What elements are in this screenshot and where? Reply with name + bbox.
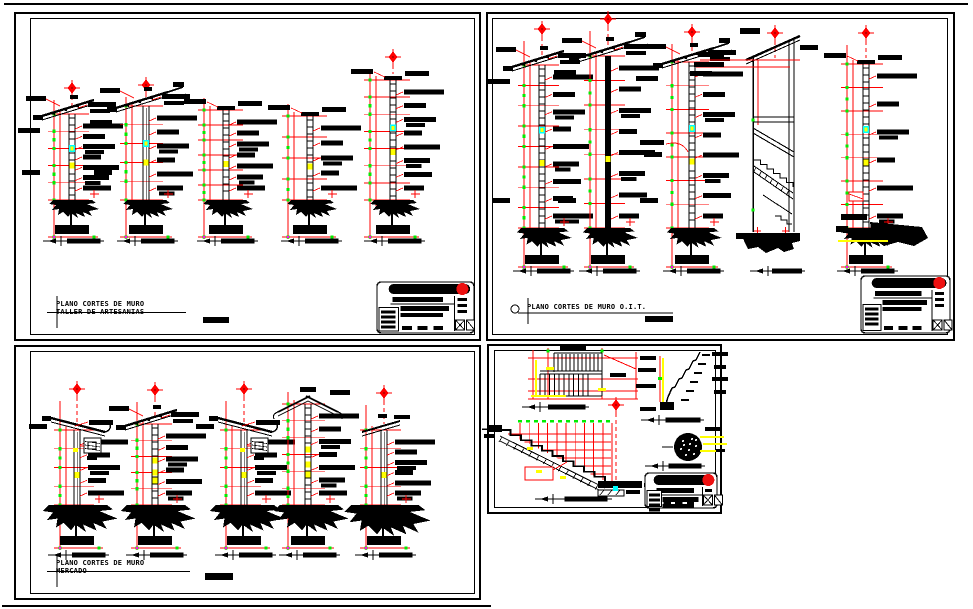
title-oit	[527, 303, 646, 311]
title-mercado-line1: PLANO CORTES DE MURO	[56, 559, 145, 567]
title-oit-line1: PLANO CORTES DE MURO O.I.T.	[527, 303, 647, 311]
panel-stair-details	[487, 344, 722, 514]
panel-taller-frame	[30, 18, 475, 335]
title-mercado-line2: MERCADO	[56, 567, 87, 575]
title-taller	[56, 300, 144, 316]
title-mercado	[56, 559, 144, 575]
sheet-border-bottom	[2, 605, 491, 607]
title-taller-line1: PLANO CORTES DE MURO	[56, 300, 145, 308]
panel-oit-frame	[492, 18, 948, 335]
panel-taller	[14, 12, 481, 341]
panel-oit	[486, 12, 955, 341]
panel-stair-details-frame	[494, 350, 716, 508]
panel-mercado-frame	[30, 351, 475, 594]
sheet-border-top	[4, 3, 968, 5]
title-taller-line2: TALLER DE ARTESANIAS	[56, 308, 145, 316]
